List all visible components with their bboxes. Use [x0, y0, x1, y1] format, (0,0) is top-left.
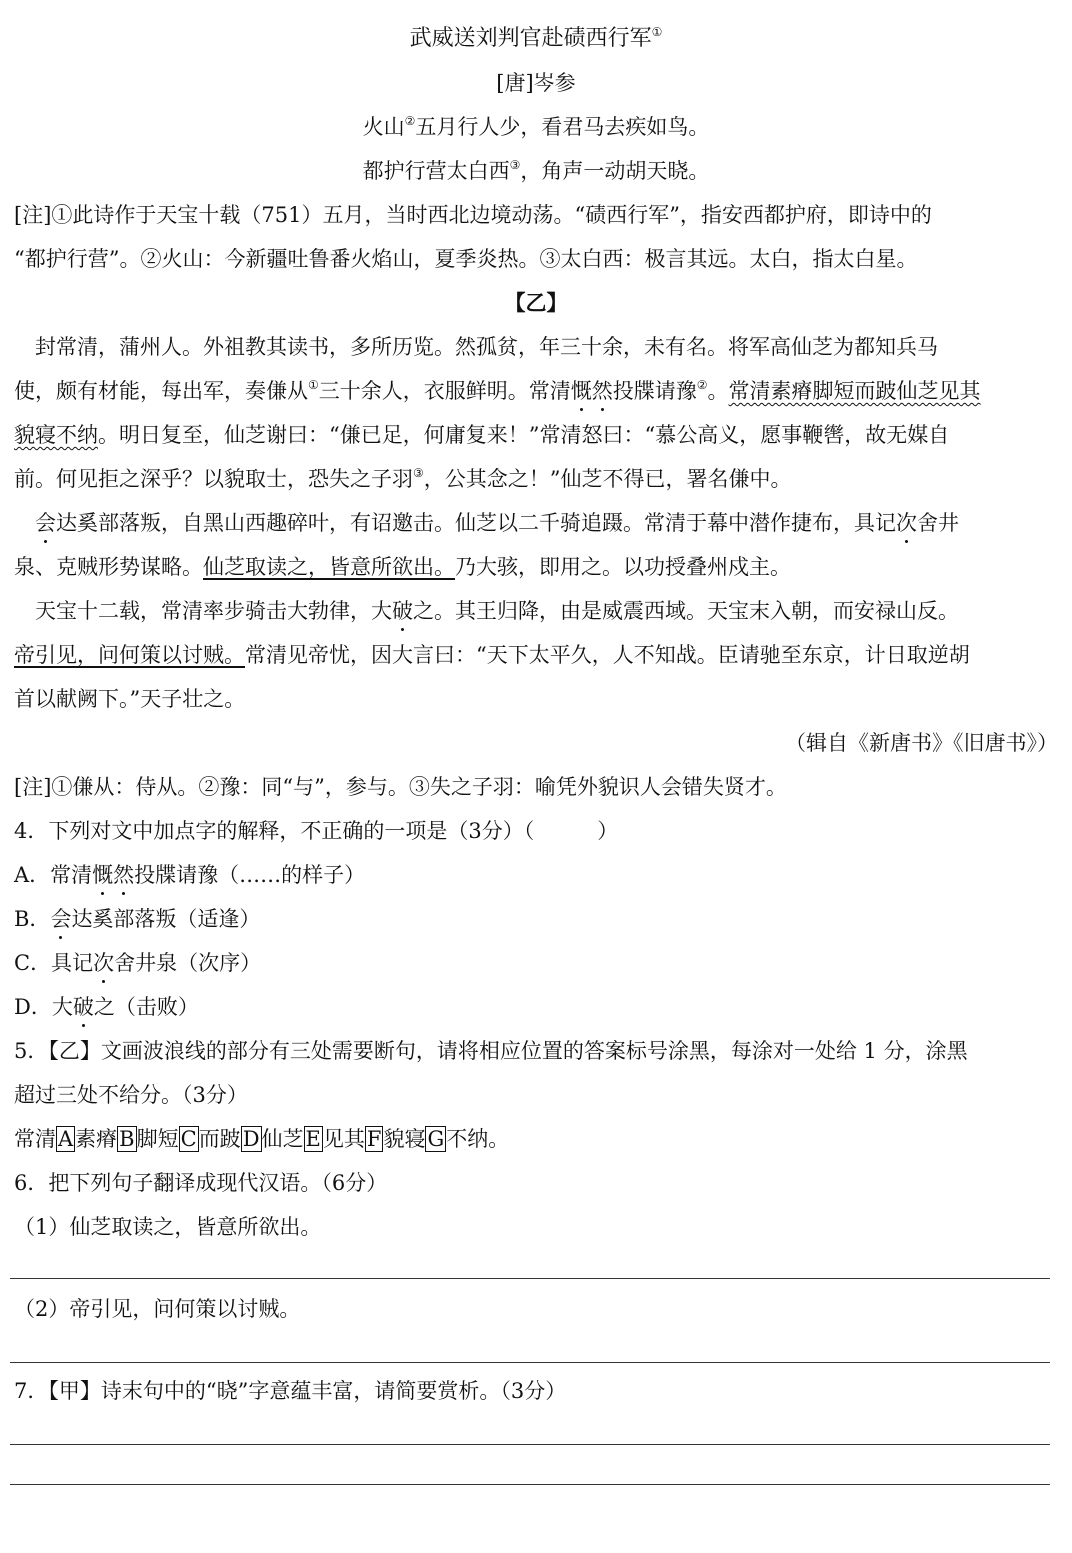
prose-p3-line-1 [14, 596, 1058, 626]
poem-note-line-2: “都护行营”。②火山：今新疆吐鲁番火焰山，夏季炎热。③太白西：极言其远。太白，指太白星。 [14, 247, 918, 271]
question-4-option-d [14, 992, 1058, 1022]
text-span: 投牒请豫 [612, 379, 697, 403]
poem-note-line-1: [注]①此诗作于天宝十载（751）五月，当时西北边境动荡。“碛西行军”，指安西都护府，即诗中的 [14, 203, 932, 227]
poem-line-2-a: 都护行营太白西 [362, 159, 510, 183]
poem-title [0, 24, 1072, 54]
prose-p3-line-2 [14, 640, 1058, 670]
answer-box-d[interactable]: D [242, 1127, 260, 1151]
answer-box-b[interactable]: B [119, 1127, 135, 1151]
dotted-char: 会 [50, 904, 71, 934]
text-span: 仙芝 [261, 1127, 304, 1151]
text-span: 泉、克贼形势谋略。 [14, 555, 203, 579]
poem-line-2-b: ，角声一动胡天晓。 [520, 159, 710, 183]
text-span: 之。其王归降，由是威震西域。天宝末入朝，而安禄山反。 [413, 599, 959, 623]
question-5-options [14, 1124, 1058, 1154]
question-7-stem: 7．【甲】诗末句中的“晓”字意蕴丰富，请简要赏析。（3分） [14, 1379, 567, 1403]
text-span: 而跛 [198, 1127, 241, 1151]
text-span: 使，颇有材能，每出军，奏傔从 [14, 379, 308, 403]
text-span: D．大 [14, 995, 73, 1019]
dotted-char: 慨 [92, 860, 113, 890]
text-span: 不纳。 [446, 1127, 510, 1151]
prose-p1-line-3 [14, 420, 1058, 450]
section-heading-yi: 【乙】 [504, 290, 568, 315]
poem-line-1-a: 火山 [362, 115, 405, 139]
question-4-option-b [14, 904, 1058, 934]
question-4-option-a [14, 860, 1058, 890]
note-marker: ② [696, 378, 708, 392]
dotted-char: 慨 [571, 376, 592, 406]
text-span: 投牒请豫（……的样子） [134, 863, 366, 887]
text-span: 见其 [322, 1127, 365, 1151]
dotted-char: 会 [35, 508, 56, 538]
text-span: 乃大骇，即用之。以功授叠州戍主。 [455, 555, 791, 579]
question-6-stem: 6．把下列句子翻译成现代汉语。（6分） [14, 1171, 388, 1195]
poem-line-1-b: 五月行人少，看君马去疾如鸟。 [415, 115, 710, 139]
dotted-char: 破 [73, 992, 94, 1022]
question-6-item-1: （1）仙芝取读之，皆意所欲出。 [14, 1215, 322, 1239]
poem-title-note: ① [651, 25, 663, 39]
dotted-char: 破 [392, 596, 413, 626]
question-4-option-c [14, 948, 1058, 978]
note-marker: ③ [413, 466, 424, 480]
answer-box-e[interactable]: E [305, 1127, 321, 1151]
text-span: A．常清 [14, 863, 93, 887]
text-span: 貌寝 [383, 1127, 426, 1151]
answer-box-a[interactable]: A [58, 1127, 74, 1151]
answer-line-7-1[interactable] [10, 1444, 1050, 1445]
question-5-stem-line-1: 5．【乙】文画波浪线的部分有三处需要断句，请将相应位置的答案标号涂黑，每涂对一处给 1 分，涂黑 [14, 1039, 968, 1063]
text-span: 。明日复至，仙芝谢曰：“傔已足，何庸复来！”常清怒曰：“慕公高义，愿事鞭辔，故无媒自 [98, 423, 950, 447]
prose-note: [注]①傔从：侍从。②豫：同“与”，参与。③失之子羽：喻凭外貌识人会错失贤才。 [14, 775, 787, 799]
prose-p1-line-1: 封常清，蒲州人。外祖教其读书，多所历览。然孤贫，年三十余，未有名。将军高仙芝为都知兵马 [14, 335, 938, 359]
prose-p1-line-2 [14, 376, 1058, 406]
underlined-text: 帝引见，问何策以讨贼。 [14, 643, 245, 667]
text-span: 达奚部落叛（适逢） [71, 907, 261, 931]
text-span: 素瘠 [75, 1127, 118, 1151]
prose-p1-line-4 [14, 464, 1058, 494]
answer-line-6-2[interactable] [10, 1362, 1050, 1363]
poem-line-2-note: ③ [509, 158, 521, 172]
dotted-char: 次 [896, 508, 917, 538]
question-4-stem: 4．下列对文中加点字的解释，不正确的一项是（3分）（ ） [14, 819, 619, 843]
text-span [14, 511, 35, 535]
note-marker: ① [308, 378, 319, 392]
text-span: 常清见帝忧，因大言曰：“天下太平久，人不知战。臣请驰至东京，计日取逆胡 [245, 643, 970, 667]
text-span: 三十余人，衣服鲜明。常清 [318, 379, 571, 403]
dotted-char: 次 [93, 948, 114, 978]
text-span: 之（击败） [93, 995, 199, 1019]
answer-line-7-2[interactable] [10, 1484, 1050, 1485]
text-span: 达奚部落叛，自黑山西趣碎叶，有诏邀击。仙芝以二千骑追蹑。常清于幕中潜作捷布，具记 [56, 511, 896, 535]
wavy-underlined-text: 貌寝不纳 [14, 423, 98, 447]
poem-line-1-note: ② [404, 114, 416, 128]
text-span: ，公其念之！”仙芝不得已，署名傔中。 [423, 467, 792, 491]
text-span: 常清 [14, 1127, 56, 1151]
text-span: 舍井泉（次序） [114, 951, 262, 975]
text-span: 天宝十二载，常清率步骑击大勃律，大 [14, 599, 392, 623]
text-span: 脚短 [136, 1127, 179, 1151]
poem-author: [唐]岑参 [496, 71, 576, 95]
dotted-char: 然 [592, 376, 613, 406]
prose-p2-line-1 [14, 508, 1058, 538]
prose-p3-line-3: 首以献阙下。”天子壮之。 [14, 687, 246, 711]
prose-p2-line-2 [14, 552, 1058, 582]
prose-source: （辑自《新唐书》《旧唐书》） [785, 731, 1058, 755]
poem-line-2 [0, 156, 1072, 186]
wavy-underlined-text: 常清素瘠脚短而跛仙芝见其 [728, 379, 981, 403]
poem-title-text: 武威送刘判官赴碛西行军 [409, 26, 652, 51]
text-span: C．具记 [14, 951, 94, 975]
text-span: B． [14, 907, 51, 931]
answer-box-f[interactable]: F [366, 1127, 382, 1151]
text-span: 。 [707, 379, 729, 403]
text-span: 前。何见拒之深乎？以貌取士，恐失之子羽 [14, 467, 413, 491]
text-span: 舍井 [917, 511, 959, 535]
answer-box-c[interactable]: C [180, 1127, 197, 1151]
question-6-item-2: （2）帝引见，问何策以讨贼。 [14, 1297, 301, 1321]
question-5-stem-line-2: 超过三处不给分。（3分） [14, 1083, 248, 1107]
poem-line-1 [0, 112, 1072, 142]
dotted-char: 然 [113, 860, 134, 890]
underlined-text: 仙芝取读之，皆意所欲出。 [203, 555, 455, 579]
answer-line-6-1[interactable] [10, 1278, 1050, 1279]
answer-box-g[interactable]: G [427, 1127, 445, 1151]
